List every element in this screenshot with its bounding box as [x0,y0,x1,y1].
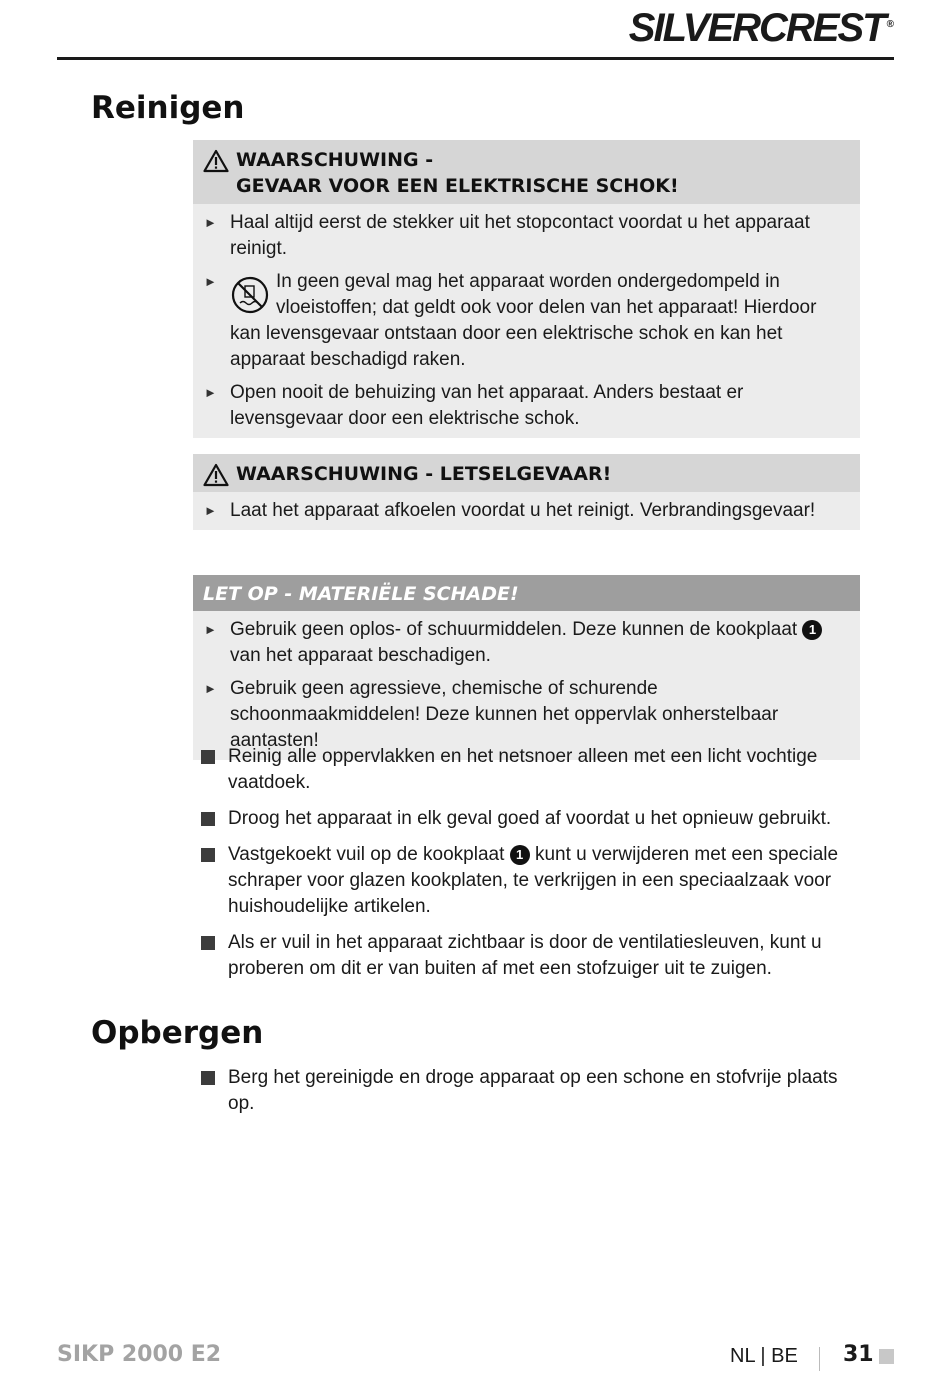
cleaning-steps [198,744,858,992]
note-item: ► Gebruik geen agressieve, chemische of schurende schoonmaakmiddelen! Deze kunnen het oppervlak onherstelbaar aantasten! [204,678,779,751]
warning-box-injury [193,454,860,530]
step-item: Als er vuil in het apparaat zichtbaar is door de ventilatiesleuven, kunt u proberen om dit er van buiten af met een stofzuiger uit te zuigen. [198,930,858,982]
brand-logo: SILVERCREST ® [628,6,894,50]
part-reference-badge: 1 [510,845,530,865]
arrow-bullet-icon: ► [204,385,217,400]
step-item: Berg het gereinigde en droge apparaat op een schone en stofvrije plaats op. [198,1065,858,1117]
arrow-bullet-icon: ► [204,622,217,637]
page-number: 31 [843,1342,874,1367]
footer-square-icon [879,1349,894,1364]
part-reference-badge: 1 [802,620,822,640]
step-item: Reinig alle oppervlakken en het netsnoer alleen met een licht vochtige vaatdoek. [198,744,858,796]
square-bullet-icon [201,936,215,950]
warning-item: ► Open nooit de behuizing van het apparaat. Anders bestaat er levensgevaar door een elektrische schok. [204,382,744,429]
warning-header [193,454,860,492]
arrow-bullet-icon: ► [204,503,217,518]
warning-title: WAARSCHUWING - LETSELGEVAAR! [236,463,612,485]
arrow-bullet-icon: ► [204,274,217,289]
step-item: Droog het apparaat in elk geval goed af voordat u het opnieuw gebruikt. [198,806,858,832]
note-header: LET OP - MATERIËLE SCHADE! [193,575,860,611]
square-bullet-icon [201,750,215,764]
warning-item: ► In geen geval mag het apparaat worden ondergedompeld in vloeistoffen; dat geldt ook voor delen van het apparaat! Hierdoor kan levensgevaar ontstaan door een elektrische schok en kan het apparaat beschadigd raken. [204,271,817,370]
warning-header [193,140,860,204]
section-title-reinigen: Reinigen [91,90,245,126]
square-bullet-icon [201,848,215,862]
arrow-bullet-icon: ► [204,215,217,230]
header-rule [57,57,894,60]
footer-model: SIKP 2000 E2 [57,1342,222,1367]
warning-box-electric-shock [193,140,860,438]
storage-steps [198,1065,858,1127]
step-item: Vastgekoekt vuil op de kookplaat 1 kunt u verwijderen met een speciale schraper voor glazen kookplaten, te verkrijgen in een speciaalzaak voor huishoudelijke artikelen. [198,842,858,920]
warning-item: ► Laat het apparaat afkoelen voordat u het reinigt. Verbrandingsgevaar! [203,498,850,524]
square-bullet-icon [201,1071,215,1085]
warning-title-line2: GEVAAR VOOR EEN ELEKTRISCHE SCHOK! [236,175,679,197]
warning-title-line1: WAARSCHUWING - [236,149,434,171]
warning-triangle-icon [203,149,229,173]
square-bullet-icon [201,812,215,826]
warning-item: ► Haal altijd eerst de stekker uit het stopcontact voordat u het apparaat reinigt. [204,212,810,259]
no-immersion-icon [230,275,270,315]
warning-triangle-icon [203,463,229,487]
note-box-material-damage [193,575,860,760]
footer-language: NL | BE [730,1345,798,1367]
section-title-opbergen: Opbergen [91,1015,264,1051]
footer-divider [819,1347,820,1371]
note-item: ► Gebruik geen oplos- of schuurmiddelen. Deze kunnen de kookplaat 1 van het apparaat beschadigen. [203,617,850,669]
arrow-bullet-icon: ► [204,681,217,696]
